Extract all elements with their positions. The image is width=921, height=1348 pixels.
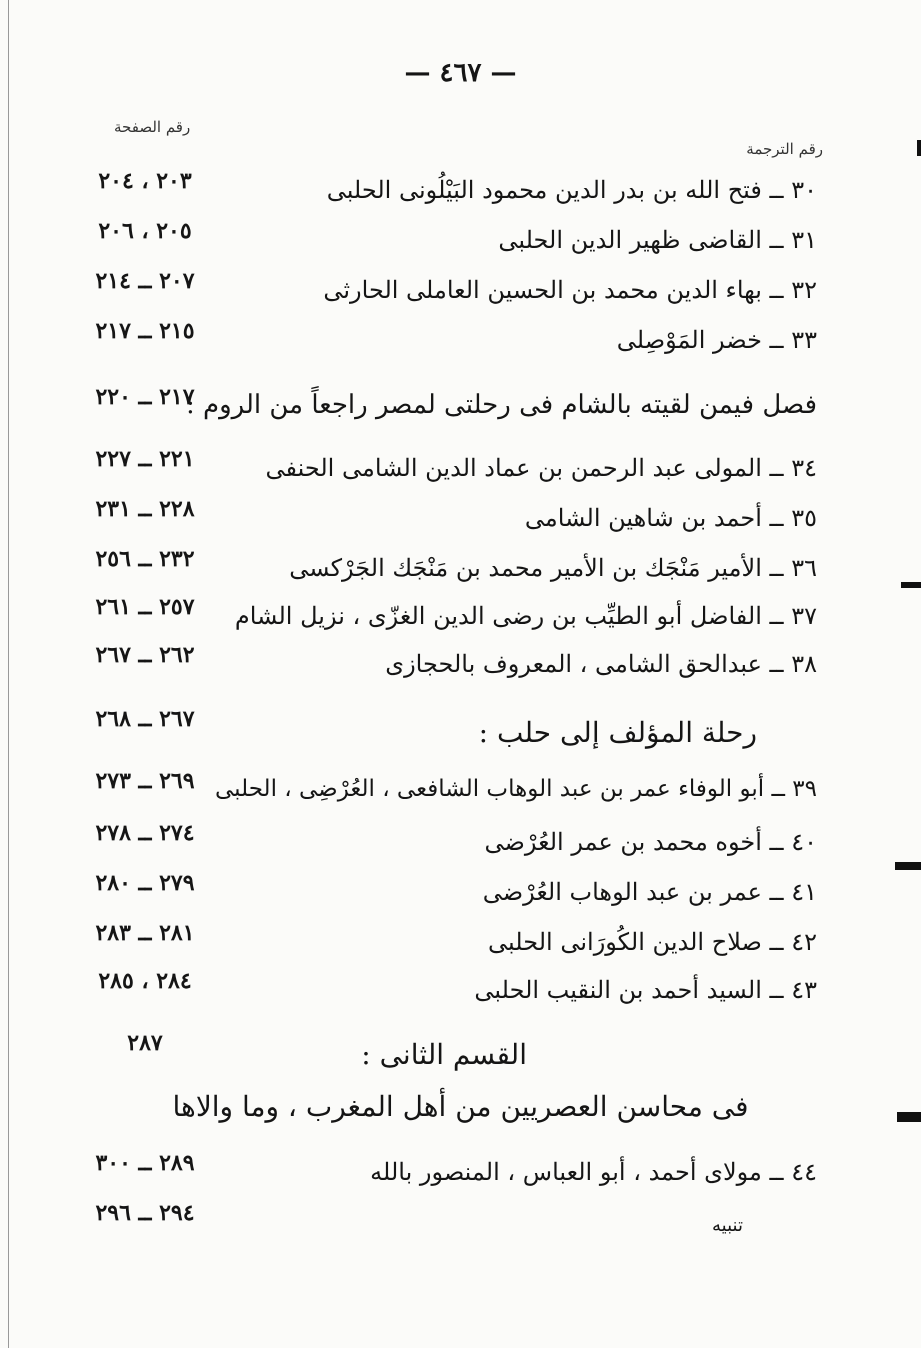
entry-title: ٤١ ــ عمر بن عبد الوهاب العُرْضى: [482, 878, 817, 906]
pages-column-header: رقم الصفحة: [114, 118, 191, 136]
toc-row: [0, 920, 921, 974]
page-range: ٢٠٧ ــ ٢١٤: [95, 268, 195, 294]
page-range: ٢٧٤ ــ ٢٧٨: [95, 820, 195, 846]
toc-row: [0, 1150, 921, 1204]
part-heading: القسم الثانى :: [361, 1038, 527, 1071]
part-row: [0, 1030, 921, 1084]
scan-edge-line: [8, 0, 9, 1348]
entry-title: ٣٥ ــ أحمد بن شاهين الشامى: [524, 504, 817, 532]
entry-title: ٣٣ ــ خضر المَوْصِلى: [616, 326, 817, 354]
entry-title: ٣٠ ــ فتح الله بن بدر الدين محمود البَيْلُونى الحلبى: [326, 176, 817, 204]
page-number: — ٤٦٧ —: [404, 58, 517, 88]
toc-row: [0, 546, 921, 600]
page-range: ٢٦٧ ــ ٢٦٨: [95, 706, 195, 732]
page-range: ٢٢١ ــ ٢٢٧: [95, 446, 195, 472]
page-range: ٢٥٧ ــ ٢٦١: [95, 594, 195, 620]
section-row: [0, 706, 921, 760]
entry-title: ٣٩ ــ أبو الوفاء عمر بن عبد الوهاب الشافعى ، العُرْضِى ، الحلبى: [214, 776, 817, 802]
toc-row: [0, 642, 921, 696]
page-range: ٢١٥ ــ ٢١٧: [95, 318, 195, 344]
entry-title: ٤٤ ــ مولاى أحمد ، أبو العباس ، المنصور بالله: [370, 1158, 817, 1186]
toc-row: [0, 768, 921, 822]
page-range: ٢٨٤ ، ٢٨٥: [98, 968, 192, 994]
toc-row: [0, 870, 921, 924]
part-subtitle: فى محاسن العصريين من أهل المغرب ، وما والاها: [172, 1090, 749, 1123]
entry-title: ٣٦ ــ الأمير مَنْجَك بن الأمير محمد بن مَنْجَك الجَرْكسى: [289, 554, 817, 582]
page-range: ٢٣٢ ــ ٢٥٦: [95, 546, 195, 572]
entry-title: ٣٧ ــ الفاضل أبو الطيِّب بن رضى الدين الغزّى ، نزيل الشام: [234, 602, 817, 630]
section-heading: رحلة المؤلف إلى حلب :: [478, 716, 757, 749]
page-range: ٢٨٩ ــ ٣٠٠: [95, 1150, 195, 1176]
entry-title: ٣١ ــ القاضى ظهير الدين الحلبى: [498, 226, 817, 254]
toc-row: [0, 1200, 921, 1254]
scan-mark: [897, 1112, 921, 1122]
page-range: ٢٦٩ ــ ٢٧٣: [95, 768, 195, 794]
entry-title: ٤٢ ــ صلاح الدين الكُورَانى الحلبى: [488, 928, 817, 956]
entry-title: ٤٠ ــ أخوه محمد بن عمر العُرْضى: [484, 828, 817, 856]
page-range: ٢٠٥ ، ٢٠٦: [98, 218, 192, 244]
toc-row: [0, 318, 921, 372]
entry-title: ٣٨ ــ عبدالحق الشامى ، المعروف بالحجازى: [385, 650, 817, 678]
section-row: [0, 384, 921, 438]
entry-title: ٤٣ ــ السيد أحمد بن النقيب الحلبى: [474, 976, 817, 1004]
entry-column-header: رقم الترجمة: [746, 140, 823, 158]
page-range: ٢٢٨ ــ ٢٣١: [95, 496, 195, 522]
toc-row: [0, 218, 921, 272]
entry-title: ٣٤ ــ المولى عبد الرحمن بن عماد الدين الشامى الحنفى: [265, 454, 817, 482]
page-range: ٢٦٢ ــ ٢٦٧: [95, 642, 195, 668]
toc-row: [0, 268, 921, 322]
page-range: ٢٨٧: [127, 1030, 163, 1056]
toc-row: [0, 820, 921, 874]
toc-row: [0, 496, 921, 550]
page-range: ٢١٧ ــ ٢٢٠: [95, 384, 195, 410]
section-heading: فصل فيمن لقيته بالشام فى رحلتى لمصر راجعاً من الروم :: [185, 390, 817, 420]
entry-title: ٣٢ ــ بهاء الدين محمد بن الحسين العاملى الحارثى: [323, 276, 817, 304]
toc-row: [0, 168, 921, 222]
toc-row: [0, 968, 921, 1022]
page-range: ٢٧٩ ــ ٢٨٠: [95, 870, 195, 896]
scan-mark: [917, 140, 921, 156]
toc-row: [0, 446, 921, 500]
scan-mark: [901, 582, 921, 588]
toc-row: [0, 594, 921, 648]
page-range: ٢٠٣ ، ٢٠٤: [98, 168, 192, 194]
note-heading: تنبيه: [712, 1215, 743, 1236]
scan-mark: [895, 862, 921, 870]
page-range: ٢٩٤ ــ ٢٩٦: [95, 1200, 195, 1226]
page-range: ٢٨١ ــ ٢٨٣: [95, 920, 195, 946]
